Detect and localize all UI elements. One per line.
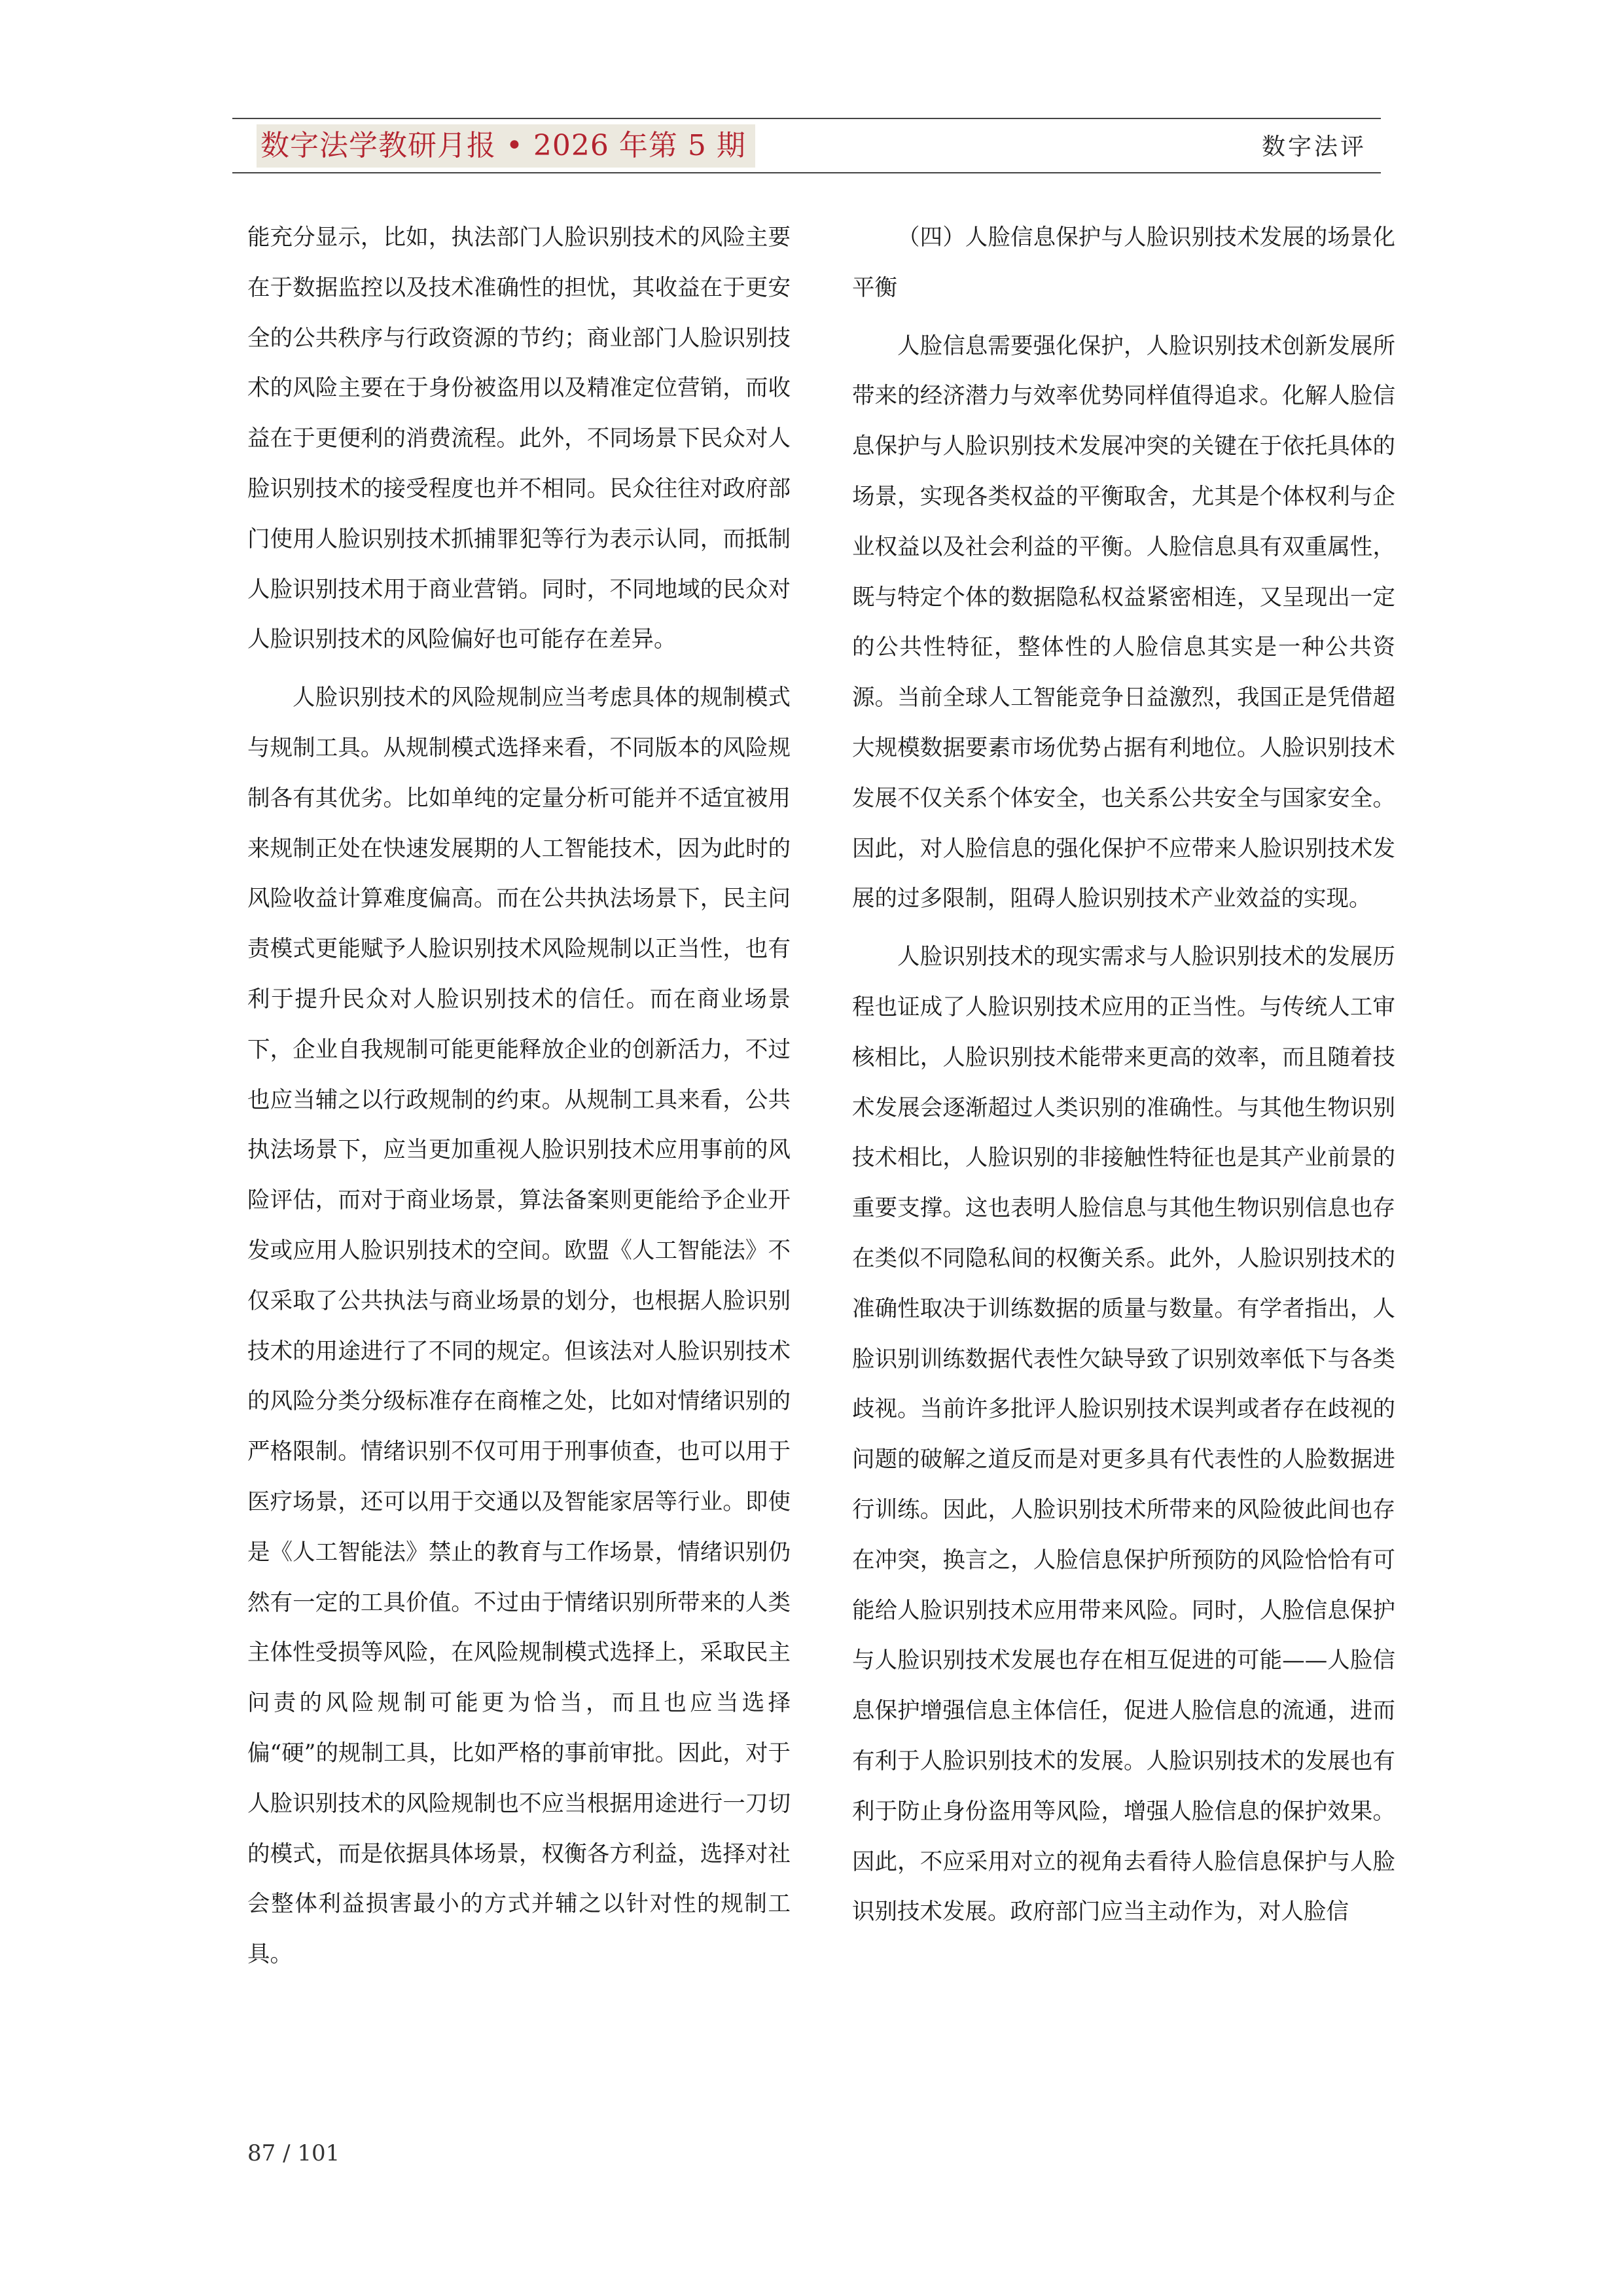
left-column [247, 213, 791, 1988]
journal-title: 数字法学教研月报 • 2026 年第 5 期 [257, 124, 755, 168]
left-paragraph-1: 能充分显示，比如，执法部门人脸识别技术的风险主要在于数据监控以及技术准确性的担忧，其收益在于更安全的公共秩序与行政资源的节约；商业部门人脸识别技术的风险主要在于身份被盗用以及精准定位营销，而收益在于更便利的消费流程。此外，不同场景下民众对人脸识别技术的接受程度也并不相同。民众往往对政府部门使用人脸识别技术抓捕罪犯等行为表示认同，而抵制人脸识别技术用于商业营销。同时，不同地域的民众对人脸识别技术的风险偏好也可能存在差异。 [247, 224, 791, 653]
right-column [852, 213, 1395, 1945]
section-subheading: （四）人脸信息保护与人脸识别技术发展的场景化平衡 [852, 224, 1395, 301]
header-top-rule [232, 118, 1381, 119]
section-name: 数字法评 [1261, 134, 1366, 160]
page-number: 87 / 101 [247, 2140, 340, 2166]
right-paragraph-2: 人脸识别技术的现实需求与人脸识别技术的发展历程也证成了人脸识别技术应用的正当性。与传统人工审核相比，人脸识别技术能带来更高的效率，而且随着技术发展会逐渐超过人类识别的准确性。与其他生物识别技术相比，人脸识别的非接触性特征也是其产业前景的重要支撑。这也表明人脸信息与其他生物识别信息也存在类似不同隐私间的权衡关系。此外，人脸识别技术的准确性取决于训练数据的质量与数量。有学者指出，人脸识别训练数据代表性欠缺导致了识别效率低下与各类歧视。当前许多批评人脸识别技术误判或者存在歧视的问题的破解之道反而是对更多具有代表性的人脸数据进行训练。因此，人脸识别技术所带来的风险彼此间也存在冲突，换言之，人脸信息保护所预防的风险恰恰有可能给人脸识别技术应用带来风险。同时，人脸信息保护与人脸识别技术发展也存在相互促进的可能——人脸信息保护增强信息主体信任，促进人脸信息的流通，进而有利于人脸识别技术的发展。人脸识别技术的发展也有利于防止身份盗用等风险，增强人脸信息的保护效果。因此，不应采用对立的视角去看待人脸信息保护与人脸识别技术发展。政府部门应当主动作为，对人脸信 [852, 944, 1395, 1926]
left-paragraph-2: 人脸识别技术的风险规制应当考虑具体的规制模式与规制工具。从规制模式选择来看，不同版本的风险规制各有其优劣。比如单纯的定量分析可能并不适宜被用来规制正处在快速发展期的人工智能技术，因为此时的风险收益计算难度偏高。而在公共执法场景下，民主问责模式更能赋予人脸识别技术风险规制以正当性，也有利于提升民众对人脸识别技术的信任。而在商业场景下，企业自我规制可能更能释放企业的创新活力，不过也应当辅之以行政规制的约束。从规制工具来看，公共执法场景下，应当更加重视人脸识别技术应用事前的风险评估，而对于商业场景，算法备案则更能给予企业开发或应用人脸识别技术的空间。欧盟《人工智能法》不仅采取了公共执法与商业场景的划分，也根据人脸识别技术的用途进行了不同的规定。但该法对人脸识别技术的风险分类分级标准存在商榷之处，比如对情绪识别的严格限制。情绪识别不仅可用于刑事侦查，也可以用于医疗场景，还可以用于交通以及智能家居等行业。即使是《人工智能法》禁止的教育与工作场景，情绪识别仍然有一定的工具价值。不过由于情绪识别所带来的人类主体性受损等风险，在风险规制模式选择上，采取民主问责的风险规制可能更为恰当，而且也应当选择偏“硬”的规制工具，比如严格的事前审批。因此，对于人脸识别技术的风险规制也不应当根据用途进行一刀切的模式，而是依据具体场景，权衡各方利益，选择对社会整体利益损害最小的方式并辅之以针对性的规制工具。 [247, 685, 791, 1968]
right-paragraph-1: 人脸信息需要强化保护，人脸识别技术创新发展所带来的经济潜力与效率优势同样值得追求。化解人脸信息保护与人脸识别技术发展冲突的关键在于依托具体的场景，实现各类权益的平衡取舍，尤其是个体权利与企业权益以及社会利益的平衡。人脸信息具有双重属性，既与特定个体的数据隐私权益紧密相连，又呈现出一定的公共性特征，整体性的人脸信息其实是一种公共资源。当前全球人工智能竞争日益激烈，我国正是凭借超大规模数据要素市场优势占据有利地位。人脸识别技术发展不仅关系个体安全，也关系公共安全与国家安全。因此，对人脸信息的强化保护不应带来人脸识别技术发展的过多限制，阻碍人脸识别技术产业效益的实现。 [852, 332, 1395, 912]
header-bottom-rule [232, 172, 1381, 173]
